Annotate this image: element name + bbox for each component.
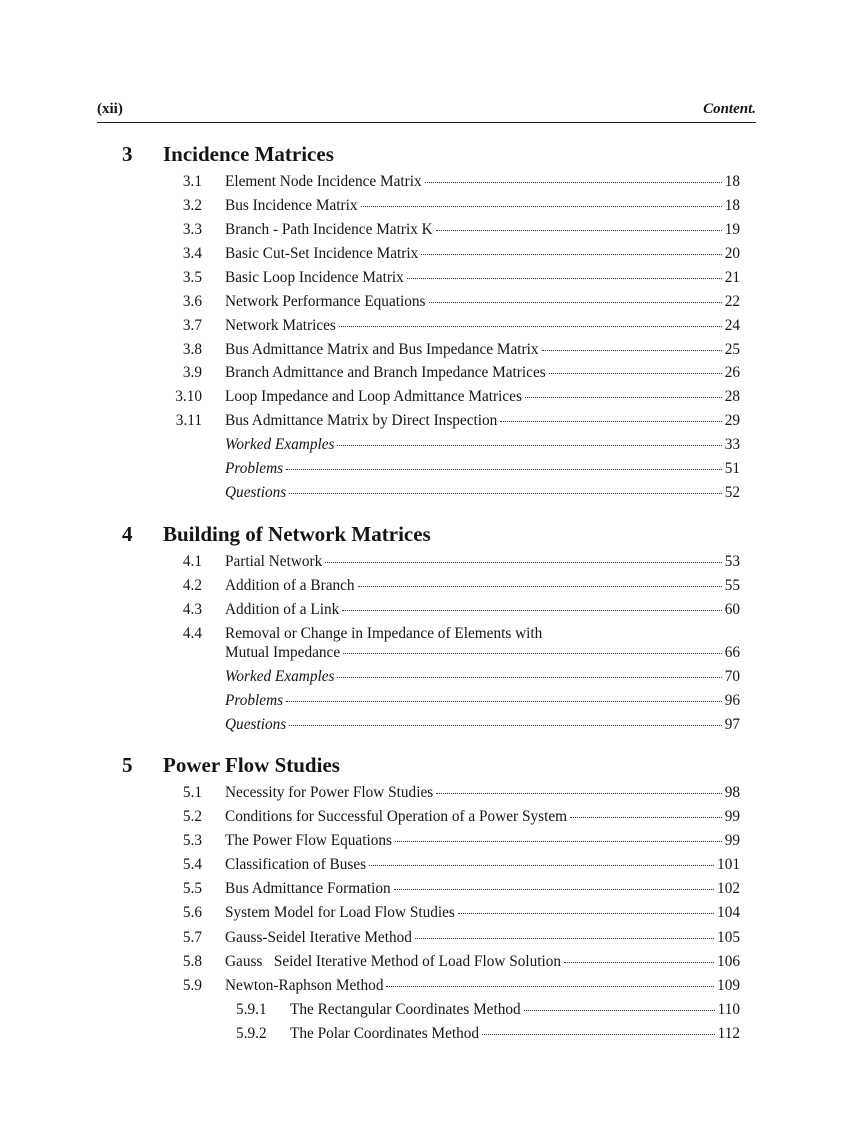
section-number: 3.5 <box>182 269 202 286</box>
dot-leader <box>361 206 722 207</box>
toc-entry-5-7 <box>0 929 856 951</box>
page-number: 24 <box>724 317 740 334</box>
dot-leader <box>386 986 714 987</box>
section-title: Bus Admittance Matrix and Bus Impedance Matrix <box>225 341 539 358</box>
section-number: 3.7 <box>182 317 202 334</box>
toc-entry-4-2 <box>0 577 856 599</box>
toc-entry-5-8 <box>0 953 856 975</box>
dot-leader <box>394 889 714 890</box>
section-title: Problems <box>225 460 284 477</box>
page-number: 20 <box>724 245 740 262</box>
dot-leader <box>286 469 722 470</box>
section-title: Network Performance Equations <box>225 293 426 310</box>
toc-entry-5-9-1 <box>0 1001 856 1023</box>
page-number: 52 <box>724 484 740 501</box>
dot-leader <box>458 913 714 914</box>
page-number: 106 <box>717 953 740 970</box>
section-title: Partial Network <box>225 553 323 570</box>
section-title: The Power Flow Equations <box>225 832 392 849</box>
header-rule <box>97 122 756 123</box>
dot-leader <box>289 725 722 726</box>
chapter-number: 3 <box>122 142 133 166</box>
section-title: Basic Cut-Set Incidence Matrix <box>225 245 419 262</box>
section-title: Gauss-Seidel Iterative Method <box>225 929 412 946</box>
chapter-number: 5 <box>122 753 133 777</box>
section-title: Network Matrices <box>225 317 336 334</box>
page-number: 101 <box>717 856 740 873</box>
section-title: Questions <box>225 484 287 501</box>
dot-leader <box>343 653 722 654</box>
section-number: 3.9 <box>182 364 202 381</box>
page-number: 33 <box>724 436 740 453</box>
section-number: 4.1 <box>182 553 202 570</box>
dot-leader <box>436 793 722 794</box>
dot-leader <box>525 397 722 398</box>
dot-leader <box>421 254 721 255</box>
toc-entry-3-9 <box>0 364 856 386</box>
section-number: 5.9.2 <box>236 1025 267 1042</box>
toc-entry-worked-examples <box>0 668 856 690</box>
section-title: Bus Admittance Matrix by Direct Inspection <box>225 412 498 429</box>
toc-entry-4-1 <box>0 553 856 575</box>
section-number: 5.6 <box>182 904 202 921</box>
toc-entry-3-8 <box>0 341 856 363</box>
toc-entry-worked-examples <box>0 436 856 458</box>
page-number: 104 <box>717 904 740 921</box>
section-title: Problems <box>225 692 284 709</box>
toc-entry-5-1 <box>0 784 856 806</box>
page-number: 25 <box>724 341 740 358</box>
dot-leader <box>415 938 714 939</box>
dot-leader <box>339 326 722 327</box>
page-number: 26 <box>724 364 740 381</box>
toc-entry-3-7 <box>0 317 856 339</box>
dot-leader <box>342 610 721 611</box>
section-number: 3.6 <box>182 293 202 310</box>
running-title: Content. <box>703 101 756 117</box>
section-title-line1: Removal or Change in Impedance of Elements with <box>225 625 543 642</box>
page-number: 29 <box>724 412 740 429</box>
section-number: 5.7 <box>182 929 202 946</box>
section-title: Necessity for Power Flow Studies <box>225 784 434 801</box>
section-title-text: The Polar Coordinates Method <box>290 1025 480 1042</box>
page-number: 98 <box>724 784 740 801</box>
dot-leader <box>564 962 714 963</box>
toc-entry-5-5 <box>0 880 856 902</box>
dot-leader <box>482 1034 715 1035</box>
chapter-number: 4 <box>122 522 133 546</box>
section-number: 3.10 <box>175 388 202 405</box>
toc-entry-3-3 <box>0 221 856 243</box>
dot-leader <box>325 562 721 563</box>
toc-entry-5-9-2 <box>0 1025 856 1047</box>
section-title: Branch Admittance and Branch Impedance Matrices <box>225 364 546 381</box>
toc-entry-4-3 <box>0 601 856 623</box>
page-number: 109 <box>717 977 740 994</box>
section-title: Basic Loop Incidence Matrix <box>225 269 404 286</box>
page-number: 19 <box>724 221 740 238</box>
toc-entry-5-9 <box>0 977 856 999</box>
section-number: 5.4 <box>182 856 202 873</box>
section-number: 3.4 <box>182 245 202 262</box>
page-number: 55 <box>724 577 740 594</box>
section-number: 3.1 <box>182 173 202 190</box>
toc-entry-3-5 <box>0 269 856 291</box>
page-number: 66 <box>724 644 740 661</box>
dot-leader <box>358 586 722 587</box>
toc-entry-3-6 <box>0 293 856 315</box>
section-title: Addition of a Branch <box>225 577 355 594</box>
page-number: 96 <box>724 692 740 709</box>
toc-entry-3-1 <box>0 173 856 195</box>
section-title: Classification of Buses <box>225 856 367 873</box>
section-title: Addition of a Link <box>225 601 340 618</box>
section-title: Branch - Path Incidence Matrix K <box>225 221 433 238</box>
dot-leader <box>369 865 714 866</box>
toc-entry-5-6 <box>0 904 856 926</box>
dot-leader <box>337 445 721 446</box>
section-number: 3.2 <box>182 197 202 214</box>
chapter-title: Building of Network Matrices <box>163 522 431 546</box>
section-title: Worked Examples <box>225 668 335 685</box>
section-number: 3.8 <box>182 341 202 358</box>
page-header <box>97 101 756 121</box>
dot-leader <box>500 421 721 422</box>
section-title: Newton-Raphson Method <box>225 977 384 994</box>
section-number: 3.11 <box>175 412 202 429</box>
section-number: 5.8 <box>182 953 202 970</box>
toc-entry-5-4 <box>0 856 856 878</box>
page-number: 53 <box>724 553 740 570</box>
section-number: 4.4 <box>182 625 202 642</box>
page-number: 51 <box>724 460 740 477</box>
page-number: 99 <box>724 808 740 825</box>
section-number: 4.2 <box>182 577 202 594</box>
page-number: 60 <box>724 601 740 618</box>
chapter-title: Incidence Matrices <box>163 142 334 166</box>
section-title: System Model for Load Flow Studies <box>225 904 455 921</box>
section-title <box>236 1025 479 1043</box>
section-title: Questions <box>225 716 287 733</box>
dot-leader <box>425 182 722 183</box>
dot-leader <box>407 278 722 279</box>
section-title: Loop Impedance and Loop Admittance Matrices <box>225 388 522 405</box>
page-number: 110 <box>717 1001 740 1018</box>
section-title: Bus Admittance Formation <box>225 880 391 897</box>
dot-leader <box>286 701 722 702</box>
page-number: 18 <box>724 173 740 190</box>
page-number: 28 <box>724 388 740 405</box>
section-title <box>236 1001 521 1019</box>
dot-leader <box>289 493 722 494</box>
toc-entry-questions <box>0 484 856 506</box>
dot-leader <box>395 841 722 842</box>
section-number: 5.2 <box>182 808 202 825</box>
dot-leader <box>429 302 722 303</box>
page-number: 112 <box>717 1025 740 1042</box>
section-title: Conditions for Successful Operation of a Power System <box>225 808 568 825</box>
section-number: 5.1 <box>182 784 202 801</box>
dot-leader <box>570 817 722 818</box>
toc-entry-questions <box>0 716 856 738</box>
dot-leader <box>337 677 721 678</box>
dot-leader <box>549 373 722 374</box>
page-number-label: (xii) <box>97 101 123 117</box>
section-title: Element Node Incidence Matrix <box>225 173 422 190</box>
page-number: 97 <box>724 716 740 733</box>
section-number: 5.9 <box>182 977 202 994</box>
section-number: 4.3 <box>182 601 202 618</box>
toc-entry-3-2 <box>0 197 856 219</box>
page-number: 102 <box>717 880 740 897</box>
section-number: 5.3 <box>182 832 202 849</box>
toc-entry-3-4 <box>0 245 856 267</box>
section-title: Bus Incidence Matrix <box>225 197 358 214</box>
dot-leader <box>436 230 722 231</box>
section-number: 5.9.1 <box>236 1001 267 1018</box>
page-number: 105 <box>717 929 740 946</box>
toc-entry-5-3 <box>0 832 856 854</box>
chapter-title: Power Flow Studies <box>163 753 340 777</box>
page-number: 99 <box>724 832 740 849</box>
page-number: 70 <box>724 668 740 685</box>
section-number: 5.5 <box>182 880 202 897</box>
page-number: 22 <box>724 293 740 310</box>
toc-entry-5-2 <box>0 808 856 830</box>
dot-leader <box>542 350 722 351</box>
toc-entry-problems <box>0 460 856 482</box>
toc-entry-3-11 <box>0 412 856 434</box>
section-title-text: The Rectangular Coordinates Method <box>290 1001 521 1018</box>
dot-leader <box>524 1010 715 1011</box>
section-number: 3.3 <box>182 221 202 238</box>
page-number: 21 <box>724 269 740 286</box>
section-title: Worked Examples <box>225 436 335 453</box>
toc-entry-3-10 <box>0 388 856 410</box>
section-title: Mutual Impedance <box>225 644 341 661</box>
toc-entry-4-4 <box>0 644 856 666</box>
toc-entry-problems <box>0 692 856 714</box>
page-number: 18 <box>724 197 740 214</box>
section-title: Gauss Seidel Iterative Method of Load Flow Solution <box>225 953 562 970</box>
